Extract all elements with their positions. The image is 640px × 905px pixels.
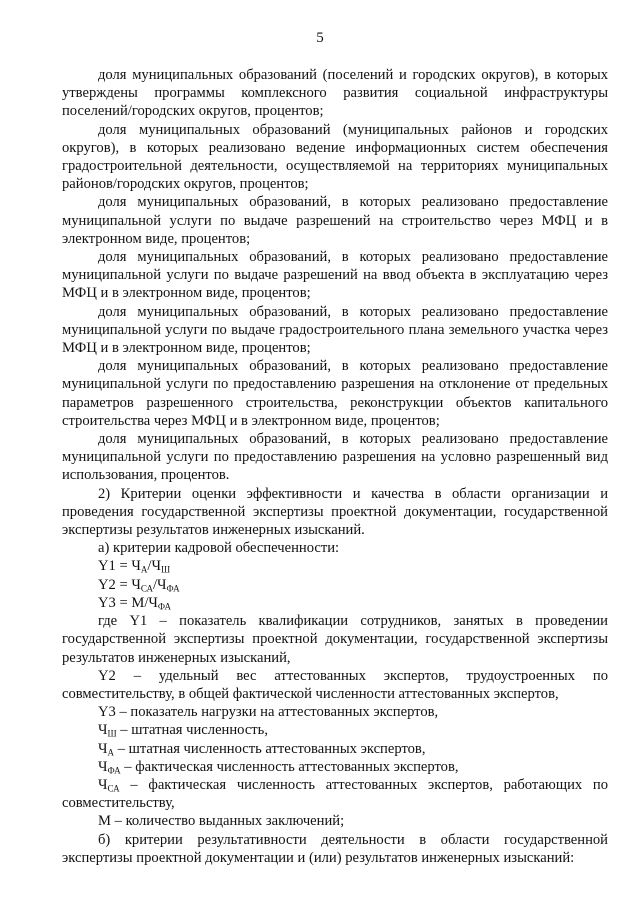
definition-chsa: $Ч_{СА}$ – фактическая численность аттестованных экспертов, работающих по совместительству, xyxy=(62,776,608,812)
paragraph-social-infrastructure: доля муниципальных образований (поселений и городских округов), в которых утверждены программы комплексного развития социальной инфраструктуры поселений/городских округов, процентов; xyxy=(62,67,608,120)
paragraph-building-permits: доля муниципальных образований, в которых реализовано предоставление муниципальной услуги по выдаче разрешений на строительство через МФЦ и в электронном виде, процентов; xyxy=(62,194,608,247)
definition-chfa: $Ч_{ФА}$ – фактическая численность аттестованных экспертов, xyxy=(98,758,459,775)
page-number: 5 xyxy=(316,30,324,46)
paragraph-conditional-use: доля муниципальных образований, в которых реализовано предоставление муниципальной услуги по предоставлению разрешения на условно разрешенный вид использования, процентов. xyxy=(62,431,608,484)
definition-cha: $Ч_А$ – штатная численность аттестованных экспертов, xyxy=(98,740,426,757)
definition-y1: где Y1 – показатель квалификации сотрудников, занятых в проведении государственной экспертизы проектной документации, государственной экспертизы результатов инженерных изысканий, xyxy=(62,613,608,666)
paragraph-information-systems: доля муниципальных образований (муниципальных районов и городских округов), в которых реализовано ведение информационных систем обеспечения градостроительной деятельности, осуществляемой на территориях муниципальных районов/городских округов, процентов; xyxy=(62,121,608,193)
definition-chsh: $Ч_Ш$ – штатная численность, xyxy=(98,722,268,739)
formula-y2: $Y2 = Ч_{СА}/Ч_{ФА}$ xyxy=(98,576,180,593)
formula-y3: $Y3 = М/Ч_{ФА}$ xyxy=(98,594,172,612)
definition-y2: Y2 – удельный вес аттестованных экспертов, трудоустроенных по совместительству, в общей фактической численности аттестованных экспертов, xyxy=(62,667,608,702)
paragraph-staffing-criteria: а) критерии кадровой обеспеченности: xyxy=(98,540,340,557)
paragraph-commissioning-permits: доля муниципальных образований, в которых реализовано предоставление муниципальной услуги по выдаче разрешений на ввод объекта в эксплуатацию через МФЦ и в электронном виде, процентов; xyxy=(62,249,608,302)
definition-m: М – количество выданных заключений; xyxy=(98,813,345,830)
definition-y3: Y3 – показатель нагрузки на аттестованных экспертов, xyxy=(98,704,439,721)
paragraph-deviation-permits: доля муниципальных образований, в которых реализовано предоставление муниципальной услуги по предоставлению разрешения на отклонение от предельных параметров разрешенного строительства, реконструкции объектов капитального строительства через МФЦ и в электронном виде, процентов; xyxy=(62,358,608,429)
paragraph-expertise-criteria: 2) Критерии оценки эффективности и качества в области организации и проведения государственной экспертизы проектной документации, государственной экспертизы результатов инженерных изысканий. xyxy=(62,485,608,539)
formula-y1: $Y1 = Ч_А/Ч_Ш$ xyxy=(98,558,171,575)
paragraph-performance-criteria: б) критерии результативности деятельности в области государственной экспертизы проектной документации и (или) результатов инженерных изысканий: xyxy=(62,831,608,866)
document-body xyxy=(62,66,608,867)
paragraph-urban-plan: доля муниципальных образований, в которых реализовано предоставление муниципальной услуги по выдаче градостроительного плана земельного участка через МФЦ и в электронном виде, процентов; xyxy=(62,303,608,357)
